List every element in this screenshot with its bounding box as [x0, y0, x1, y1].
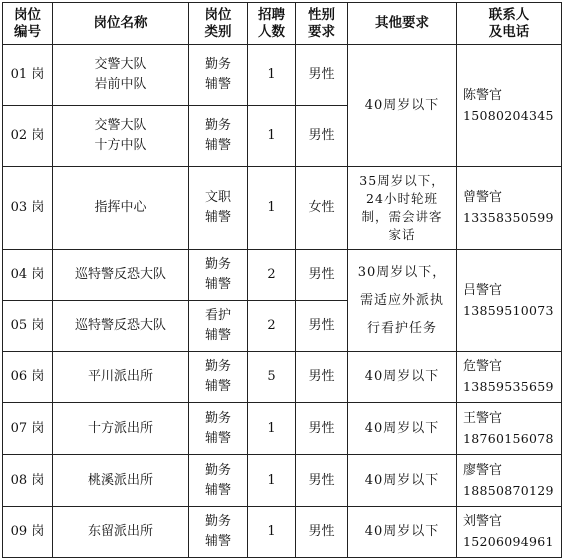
hire-count: 1	[248, 507, 296, 558]
hire-count: 2	[248, 301, 296, 352]
header-post-name: 岗位名称	[53, 3, 189, 45]
header-contact: 联系人 及电话	[457, 3, 562, 45]
contact-name: 刘警官	[463, 514, 503, 529]
recruitment-table	[2, 2, 562, 558]
post-type: 勤务 辅警	[189, 352, 248, 403]
gender: 男性	[296, 301, 348, 352]
post-name: 交警大队 十方中队	[53, 106, 189, 167]
hire-count: 5	[248, 352, 296, 403]
post-name: 东留派出所	[53, 507, 189, 558]
hire-count: 2	[248, 250, 296, 301]
post-no: 03 岗	[3, 167, 53, 250]
post-type: 看护 辅警	[189, 301, 248, 352]
contact-cell	[457, 455, 562, 507]
requirement: 40周岁以下	[348, 507, 457, 558]
hire-count: 1	[248, 167, 296, 250]
post-type: 勤务 辅警	[189, 455, 248, 507]
post-no: 06 岗	[3, 352, 53, 403]
post-no: 08 岗	[3, 455, 53, 507]
post-type: 勤务 辅警	[189, 250, 248, 301]
post-name: 巡特警反恐大队	[53, 301, 189, 352]
contact-cell	[457, 45, 562, 167]
header-count: 招聘 人数	[248, 3, 296, 45]
contact-phone: 15206094961	[463, 534, 554, 549]
requirement: 40周岁以下	[348, 403, 457, 455]
post-no: 04 岗	[3, 250, 53, 301]
requirement: 30周岁以下， 需适应外派执 行看护任务	[348, 250, 457, 352]
post-no: 07 岗	[3, 403, 53, 455]
post-type: 文职 辅警	[189, 167, 248, 250]
contact-cell	[457, 352, 562, 403]
hire-count: 1	[248, 45, 296, 106]
table-row	[3, 403, 562, 455]
header-other: 其他要求	[348, 3, 457, 45]
post-type: 勤务 辅警	[189, 507, 248, 558]
gender: 男性	[296, 403, 348, 455]
table-row	[3, 352, 562, 403]
post-name: 巡特警反恐大队	[53, 250, 189, 301]
post-type: 勤务 辅警	[189, 403, 248, 455]
table-row	[3, 167, 562, 250]
table-row	[3, 250, 562, 301]
post-type: 勤务 辅警	[189, 106, 248, 167]
header-gender: 性别 要求	[296, 3, 348, 45]
hire-count: 1	[248, 106, 296, 167]
requirement: 40周岁以下	[348, 352, 457, 403]
contact-name: 吕警官	[463, 282, 503, 298]
gender: 女性	[296, 167, 348, 250]
gender: 男性	[296, 352, 348, 403]
requirement: 40周岁以下	[348, 45, 457, 167]
header-post-no: 岗位 编号	[3, 3, 53, 45]
gender: 男性	[296, 455, 348, 507]
post-no: 01 岗	[3, 45, 53, 106]
contact-cell	[457, 250, 562, 352]
table-row	[3, 507, 562, 558]
hire-count: 1	[248, 455, 296, 507]
post-name: 平川派出所	[53, 352, 189, 403]
requirement: 40周岁以下	[348, 455, 457, 507]
post-name: 指挥中心	[53, 167, 189, 250]
table-row	[3, 45, 562, 106]
contact-phone: 13358350599	[463, 210, 554, 225]
contact-phone: 15080204345	[463, 107, 554, 123]
requirement: 35周岁以下， 24小时轮班 制，需会讲客 家话	[348, 167, 457, 250]
contact-cell	[457, 403, 562, 455]
post-no: 02 岗	[3, 106, 53, 167]
contact-name: 曾警官	[463, 190, 503, 205]
header-post-type: 岗位 类别	[189, 3, 248, 45]
gender: 男性	[296, 250, 348, 301]
post-no: 05 岗	[3, 301, 53, 352]
post-name: 桃溪派出所	[53, 455, 189, 507]
contact-cell	[457, 507, 562, 558]
post-no: 09 岗	[3, 507, 53, 558]
contact-phone: 13859535659	[463, 379, 554, 394]
contact-name: 危警官	[463, 359, 503, 374]
hire-count: 1	[248, 403, 296, 455]
contact-name: 陈警官	[463, 87, 503, 103]
contact-phone: 18760156078	[463, 430, 554, 446]
gender: 男性	[296, 507, 348, 558]
contact-cell	[457, 167, 562, 250]
gender: 男性	[296, 106, 348, 167]
post-name: 交警大队 岩前中队	[53, 45, 189, 106]
header-row	[3, 3, 562, 45]
contact-name: 廖警官	[463, 462, 503, 478]
contact-name: 王警官	[463, 410, 503, 426]
contact-phone: 13859510073	[463, 302, 554, 318]
contact-phone: 18850870129	[463, 482, 554, 498]
gender: 男性	[296, 45, 348, 106]
post-name: 十方派出所	[53, 403, 189, 455]
table-row	[3, 455, 562, 507]
post-type: 勤务 辅警	[189, 45, 248, 106]
